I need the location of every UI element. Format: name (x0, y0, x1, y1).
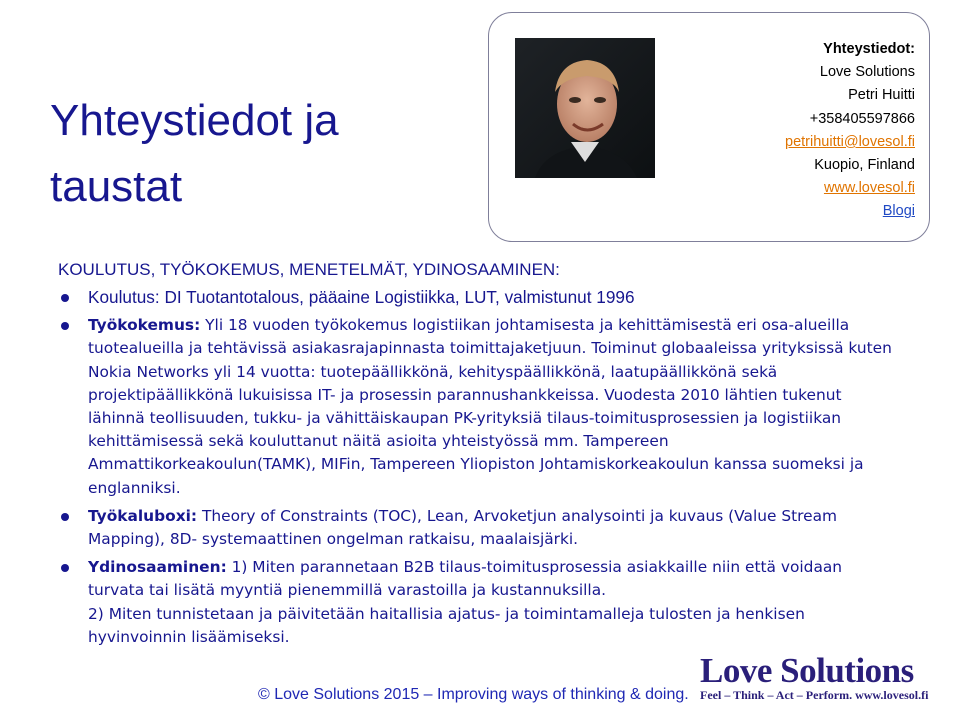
list-item-core (58, 556, 898, 649)
brand-tagline: Feel – Think – Act – Perform. www.lovesol.fi (700, 688, 929, 702)
education-label: Koulutus: (88, 287, 160, 307)
blog-link[interactable]: Blogi (882, 203, 915, 220)
email-link[interactable]: petrihuitti@lovesol.fi (785, 133, 915, 150)
core-label: Ydinosaaminen: (88, 558, 227, 577)
profile-photo (515, 38, 655, 178)
footer-copyright: © Love Solutions 2015 – Improving ways of thinking & doing. (258, 686, 689, 703)
list-item-experience (58, 314, 898, 500)
contact-phone: +358405597866 (809, 110, 915, 127)
background-section (58, 258, 898, 654)
brand-logo (700, 651, 945, 704)
core-text-2: 2) Miten tunnistetaan ja päivitetään haitallisia ajatus- ja toimintamalleja tulosten ja henkisen hyvinvoinnin lisäämiseksi. (88, 604, 805, 646)
contact-heading: Yhteystiedot: (823, 41, 915, 57)
contact-company: Love Solutions (819, 64, 915, 81)
education-text: DI Tuotantotalous, pääaine Logistiikka, LUT, valmistunut 1996 (159, 287, 635, 307)
page-title: Yhteystiedot ja taustat (50, 96, 339, 211)
experience-text: Yli 18 vuoden työkokemus logistiikan johtamisesta ja kehittämisestä eri osa-alueilla tuotealueilla ja tehtävissä asiakasrajapinnasta toimittajaketjuun. Toiminut globaaleissa yrityksissä kuten Nokia Networks yli 14 vuotta: tuotepäällikkönä, kehityspäällikkönä, laatupäällikkönä sekä projektipäällikkönä lukuisissa IT- ja prosessin parannushankkeissa. Vuodesta 2010 lähtien tukenut lähinnä teollisuuden, tukku- ja vähittäiskaupan PK-yrityksiä tilaus-toimitusprosessien ja logistiikan kehittämisessä sekä kouluttanut näitä asioita yhteistyössä mm. Tampereen Ammattikorkeakoulun(TAMK), MIFin, Tampereen Yliopiston Johtamiskorkeakoulun kanssa suomeksi ja englanniksi. (88, 316, 892, 497)
brand-name: Love Solutions (700, 651, 914, 690)
tools-label: Työkaluboxi: (88, 506, 198, 525)
list-item-tools (58, 505, 898, 551)
contact-name: Petri Huitti (848, 87, 915, 104)
tools-text: Theory of Constraints (TOC), Lean, Arvoketjun analysointi ja kuvaus (Value Stream Mapping), 8D- systemaattinen ongelman ratkaisu, maalaisjärki. (88, 506, 838, 549)
website-link[interactable]: www.lovesol.fi (823, 180, 915, 197)
core-text-1: 1) Miten parannetaan B2B tilaus-toimitusprosessia asiakkaille niin että voidaan turvata tai lisätä myyntiä pienemmillä varastoilla ja kustannuksilla. (88, 558, 843, 600)
bullet-list (58, 286, 898, 649)
contact-location: Kuopio, Finland (814, 157, 915, 174)
list-item-education (58, 286, 898, 309)
contact-info (785, 38, 915, 224)
section-heading: KOULUTUS, TYÖKOKEMUS, MENETELMÄT, YDINOSAAMINEN: (58, 260, 560, 279)
experience-label: Työkokemus: (88, 316, 201, 335)
portrait-image (515, 38, 655, 178)
